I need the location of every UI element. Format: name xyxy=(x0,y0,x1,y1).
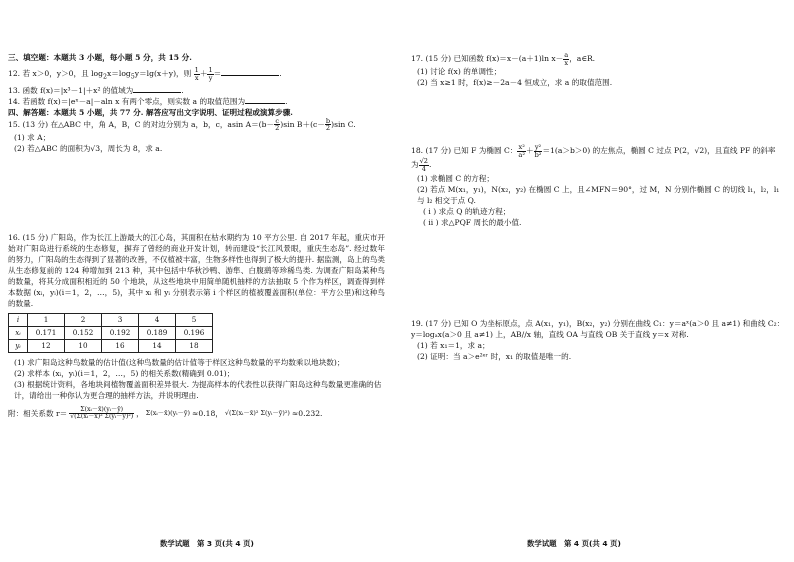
answer-blank xyxy=(133,85,181,93)
table-row xyxy=(9,326,213,339)
table-cell: 0.196 xyxy=(176,326,213,339)
question-16-part-1: (1) 求广阳岛这种鸟数量的估计值(这种鸟数量的估计值等于样区这种鸟数量的平均数乘以地块数)； xyxy=(14,357,345,367)
sample-data-table xyxy=(8,313,213,353)
table-cell: 3 xyxy=(102,313,139,326)
fraction-1-over-y: $\frac{1}{y}$ xyxy=(208,66,213,82)
question-12: 12. 若 x＞0，y＞0，且 $\log_2x=\log_5y=\lg(x+y)$，则 $\frac{1}{x}$ ＋ $\frac{1}{y}$ ＝ . xyxy=(8,66,282,82)
question-19: 19. (17 分) 已知 O 为坐标原点，点 A(x₁，y₁)，B(x₂，y₂) 分别在曲线 C₁：y＝aˣ(a＞0 且 a≠1) 和曲线 C₂：y＝logₐx(a＞0 且 a≠1) 上，AB//x 轴，直线 OA 与直线 OB 关于直线 y＝x 对称. xyxy=(411,318,785,339)
table-cell: 12 xyxy=(28,339,65,352)
table-row xyxy=(9,313,213,326)
question-14: 14. 若函数 f(x)＝|eˣ－a|－aln x 有两个零点，则实数 a 的取值范围为 . xyxy=(8,96,288,106)
table-cell: 0.152 xyxy=(65,326,102,339)
table-cell: 14 xyxy=(139,339,176,352)
fraction-b-over-2: $\frac{b}{2}$ xyxy=(325,116,331,133)
answer-blank xyxy=(245,96,285,104)
table-cell: yᵢ xyxy=(9,339,28,352)
question-18-part-2: (2) 若点 M(x₁，y₁)，N(x₂，y₂) 在椭圆 C 上，且∠MFN＝90°，过 M，N 分别作椭圆 C 的切线 l₁，l₂，l₁ 与 l₂ 相交于点 Q. xyxy=(417,184,780,205)
correlation-fraction: $\frac{\text{Σ(xᵢ－x̄)(yᵢ－ȳ)}}{\text{√(Σ(xᵢ－x̄)² Σ(yᵢ－ȳ)²)}}$ xyxy=(70,405,134,421)
section-fill-in: 三、填空题：本题共 3 小题，每小题 5 分，共 15 分. xyxy=(8,53,192,62)
table-cell: 2 xyxy=(65,313,102,326)
fraction-y2-over-b2: $\frac{\text{y²}}{\text{b²}}$ xyxy=(534,143,542,159)
question-16-part-2: (2) 求样本 (xᵢ，yᵢ)(i＝1，2，…，5) 的相关系数(精确到 0.01)； xyxy=(14,368,235,378)
table-cell: 0.189 xyxy=(139,326,176,339)
fraction-c-over-2: $\frac{c}{2}$ xyxy=(275,116,280,133)
correlation-formula: 附：相关系数 r＝ $\frac{\text{Σ(xᵢ－x̄)(yᵢ－ȳ)}}{\text{√(Σ(xᵢ－x̄)² Σ(yᵢ－ȳ)²)}}$ ， Σ(xᵢ－x̄)(yᵢ－ȳ) ≈0.18， √(Σ(xᵢ－x̄)² Σ(yᵢ－ȳ)²) ≈0.232. xyxy=(8,405,323,421)
fraction-sqrt2-over-4: $\frac{√2}{4}$ xyxy=(419,157,428,173)
question-15-part-1: (1) 求 A； xyxy=(14,132,51,142)
fraction-a-over-x: $\frac{a}{x}$ xyxy=(564,51,569,67)
question-19-part-2: (2) 证明：当 a＞e²ᵉʳ 时，x₁ 的取值是唯一的. xyxy=(417,351,572,361)
table-cell: 10 xyxy=(65,339,102,352)
table-cell: xᵢ xyxy=(9,326,28,339)
table-cell: i xyxy=(9,313,28,326)
question-17: 17. (15 分) 已知函数 f(x)＝x－(a＋1)ln x－ $\frac{a}{x}$ ，a∈R. xyxy=(411,51,596,67)
page-footer-3: 数学试题 第 3 页(共 4 页) xyxy=(160,539,254,549)
table-cell: 0.171 xyxy=(28,326,65,339)
question-18: 18. (17 分) 已知 F 为椭圆 C： $\frac{\text{x²}}{\text{a²}}$ ＋ $\frac{\text{y²}}{\text{b²}}$ ＝1(a＞b＞0) 的左焦点，椭圆 C 过点 P(2，√2)，且直线 PF 的斜率 xyxy=(411,143,776,159)
table-cell: 18 xyxy=(176,339,213,352)
answer-blank xyxy=(221,68,279,76)
table-cell: 1 xyxy=(28,313,65,326)
table-row xyxy=(9,339,213,352)
question-17-part-1: (1) 讨论 f(x) 的单调性； xyxy=(417,67,502,77)
table-cell: 16 xyxy=(102,339,139,352)
page-footer-4: 数学试题 第 4 页(共 4 页) xyxy=(527,539,621,549)
question-13: 13. 函数 f(x)＝|x³－1|＋x² 的值域为 . xyxy=(8,85,184,95)
fraction-1-over-x: $\frac{1}{x}$ xyxy=(194,66,199,82)
fraction-x2-over-a2: $\frac{\text{x²}}{\text{a²}}$ xyxy=(518,143,525,159)
question-19-part-1: (1) 若 x₁＝1，求 a； xyxy=(417,340,490,350)
question-18-part-1: (1) 求椭圆 C 的方程； xyxy=(417,173,494,183)
question-17-part-2: (2) 当 x≥1 时，f(x)≥－2a－4 恒成立，求 a 的取值范围. xyxy=(417,78,613,88)
section-solutions: 四、解答题：本题共 5 小题，共 77 分. 解答应写出文字说明、证明过程或演算步骤. xyxy=(8,107,293,117)
question-15: 15. (13 分) 在△ABC 中，角 A，B，C 的对边分别为 a，b，c，asin A＝(b－ $\frac{c}{2}$ )sin B＋(c－ $\frac{b}{2}$ )sin C. xyxy=(8,116,356,133)
right-page xyxy=(397,0,794,562)
question-16-part-3: (3) 根据统计资料，各地块间植物覆盖面积差异很大. 为提高样本的代表性以获得广阳岛这种鸟数量更准确的估计，请给出一种你认为更合理的抽样方法，并说明理由. xyxy=(14,379,382,400)
question-15-part-2: (2) 若△ABC 的面积为√3，周长为 8，求 a. xyxy=(14,143,163,153)
question-18-part-2-i: ( i ) 求点 Q 的轨迹方程； xyxy=(423,206,511,216)
question-18-part-2-ii: ( ii ) 求△PQF 周长的最小值. xyxy=(423,217,522,227)
table-cell: 5 xyxy=(176,313,213,326)
question-18-slope: 为 $\frac{√2}{4}$ . xyxy=(411,157,432,173)
table-cell: 4 xyxy=(139,313,176,326)
question-16-body: 16. (15 分) 广阳岛，作为长江上游最大的江心岛，其面积在枯水期约为 10 平方公里. 自 2017 年起，重庆市开始对广阳岛进行系统的生态修复，摒弃了曾经的商业开发计划，转而建设“长江风景眼，重庆生态岛”. 经过数年的努力，广阳岛的生态得到了显著的改善，不仅植被丰富，生物多样性也得到了极大的提升. 据监测，岛上的鸟类从生态修复前的 124 种增加到 213 种，其中包括中华秋沙鸭、游隼、白腹鹞等珍稀鸟类. 为调查广阳岛某种鸟的数量，将其分成面积相近的 50 个地块，从这些地块中用简单随机抽样的方法抽取 5 个作为样区，调查得到样本数据 (xᵢ，yᵢ)(i＝1，2，…，5)，其中 xᵢ 和 yᵢ 分别表示第 i 个样区的植被覆盖面积(单位：平方公里)和这种鸟的数量. xyxy=(8,232,385,308)
table-cell: 0.192 xyxy=(102,326,139,339)
